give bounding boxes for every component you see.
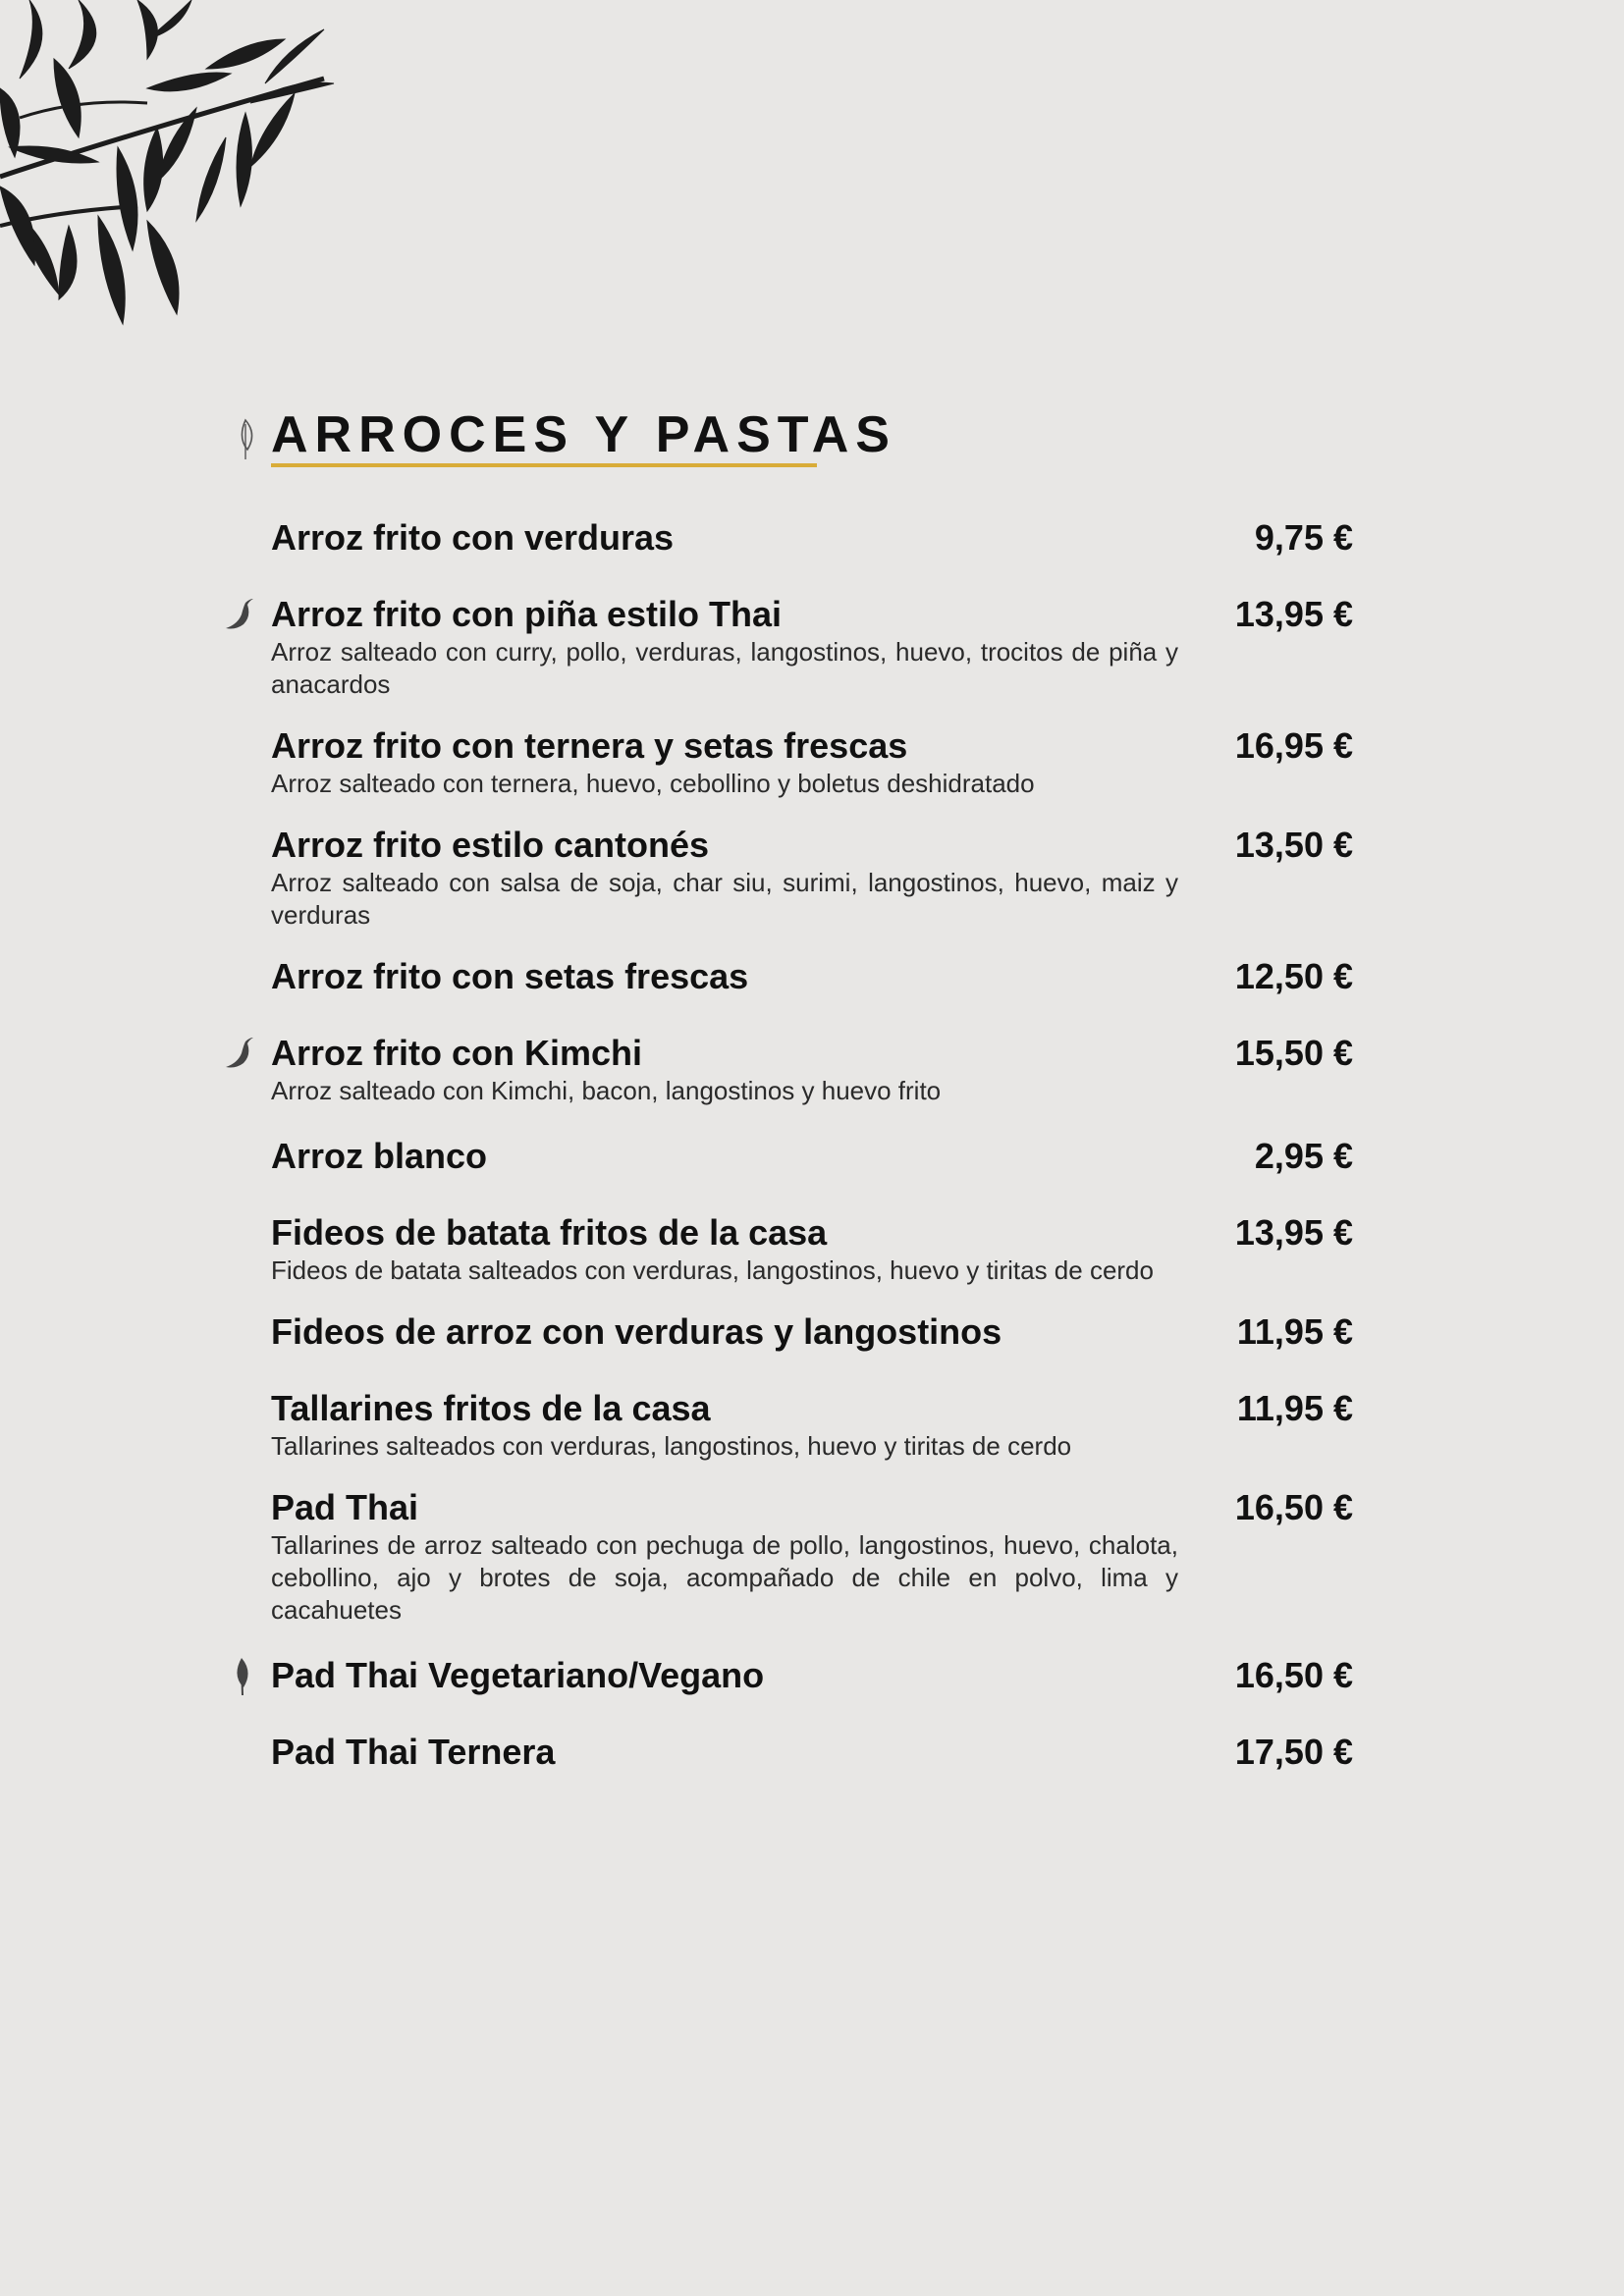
item-price: 11,95 € (1236, 1388, 1353, 1428)
item-description: Arroz salteado con curry, pollo, verduras, langostinos, huevo, trocitos de piña y anacardos (271, 637, 1178, 699)
item-price: 9,75 € (1254, 517, 1353, 558)
item-name: Arroz frito con verduras (271, 517, 675, 558)
item-price: 11,95 € (1236, 1311, 1353, 1352)
item-name: Arroz frito con Kimchi (271, 1033, 643, 1073)
item-price: 2,95 € (1254, 1136, 1353, 1176)
item-name: Arroz frito con setas frescas (271, 956, 749, 996)
menu-item (271, 1725, 1353, 1780)
item-name: Arroz frito con piña estilo Thai (271, 594, 783, 634)
item-price: 16,50 € (1234, 1487, 1353, 1527)
item-name: Fideos de batata fritos de la casa (271, 1212, 828, 1253)
menu-item (271, 1381, 1353, 1463)
title-underline (271, 463, 817, 467)
menu-item (271, 1026, 1353, 1107)
item-price: 13,95 € (1234, 1212, 1353, 1253)
item-name: Pad Thai Vegetariano/Vegano (271, 1655, 765, 1695)
item-description: Arroz salteado con Kimchi, bacon, langostinos y huevo frito (271, 1076, 942, 1105)
item-price: 12,50 € (1234, 956, 1353, 996)
item-name: Pad Thai (271, 1487, 419, 1527)
menu-item (271, 1205, 1353, 1287)
menu-item (271, 510, 1353, 565)
menu-item (271, 719, 1353, 800)
section-title: ARROCES Y PASTAS (271, 406, 896, 463)
menu-item (271, 949, 1353, 1004)
leaf-icon (224, 1656, 257, 1695)
item-name: Arroz frito estilo cantonés (271, 825, 710, 865)
chili-icon (224, 1034, 257, 1073)
menu-item (271, 1480, 1353, 1627)
menu-list (271, 510, 1353, 1780)
item-description: Tallarines salteados con verduras, langostinos, huevo y tiritas de cerdo (271, 1431, 1072, 1461)
item-price: 15,50 € (1234, 1033, 1353, 1073)
item-name: Pad Thai Ternera (271, 1732, 556, 1772)
item-name: Fideos de arroz con verduras y langostinos (271, 1311, 1002, 1352)
menu-item (271, 1305, 1353, 1360)
item-price: 17,50 € (1234, 1732, 1353, 1772)
item-description: Arroz salteado con salsa de soja, char siu, surimi, langostinos, huevo, maiz y verduras (271, 868, 1178, 930)
menu-item (271, 818, 1353, 932)
item-description: Fideos de batata salteados con verduras, langostinos, huevo y tiritas de cerdo (271, 1255, 1154, 1285)
leaf-outline-icon (232, 418, 259, 461)
item-name: Tallarines fritos de la casa (271, 1388, 711, 1428)
item-price: 16,50 € (1234, 1655, 1353, 1695)
bamboo-leaves-decoration (0, 0, 353, 334)
menu-item (271, 1129, 1353, 1184)
menu-item (271, 587, 1353, 701)
item-description: Arroz salteado con ternera, huevo, cebollino y boletus deshidratado (271, 769, 1035, 798)
item-description: Tallarines de arroz salteado con pechuga de pollo, langostinos, huevo, chalota, cebollino, ajo y brotes de soja, acompañado de chile en polvo, lima y cacahuetes (271, 1530, 1178, 1625)
item-price: 13,50 € (1234, 825, 1353, 865)
item-name: Arroz blanco (271, 1136, 488, 1176)
menu-item (271, 1648, 1353, 1703)
item-price: 13,95 € (1234, 594, 1353, 634)
item-price: 16,95 € (1234, 725, 1353, 766)
item-name: Arroz frito con ternera y setas frescas (271, 725, 908, 766)
chili-icon (224, 595, 257, 634)
